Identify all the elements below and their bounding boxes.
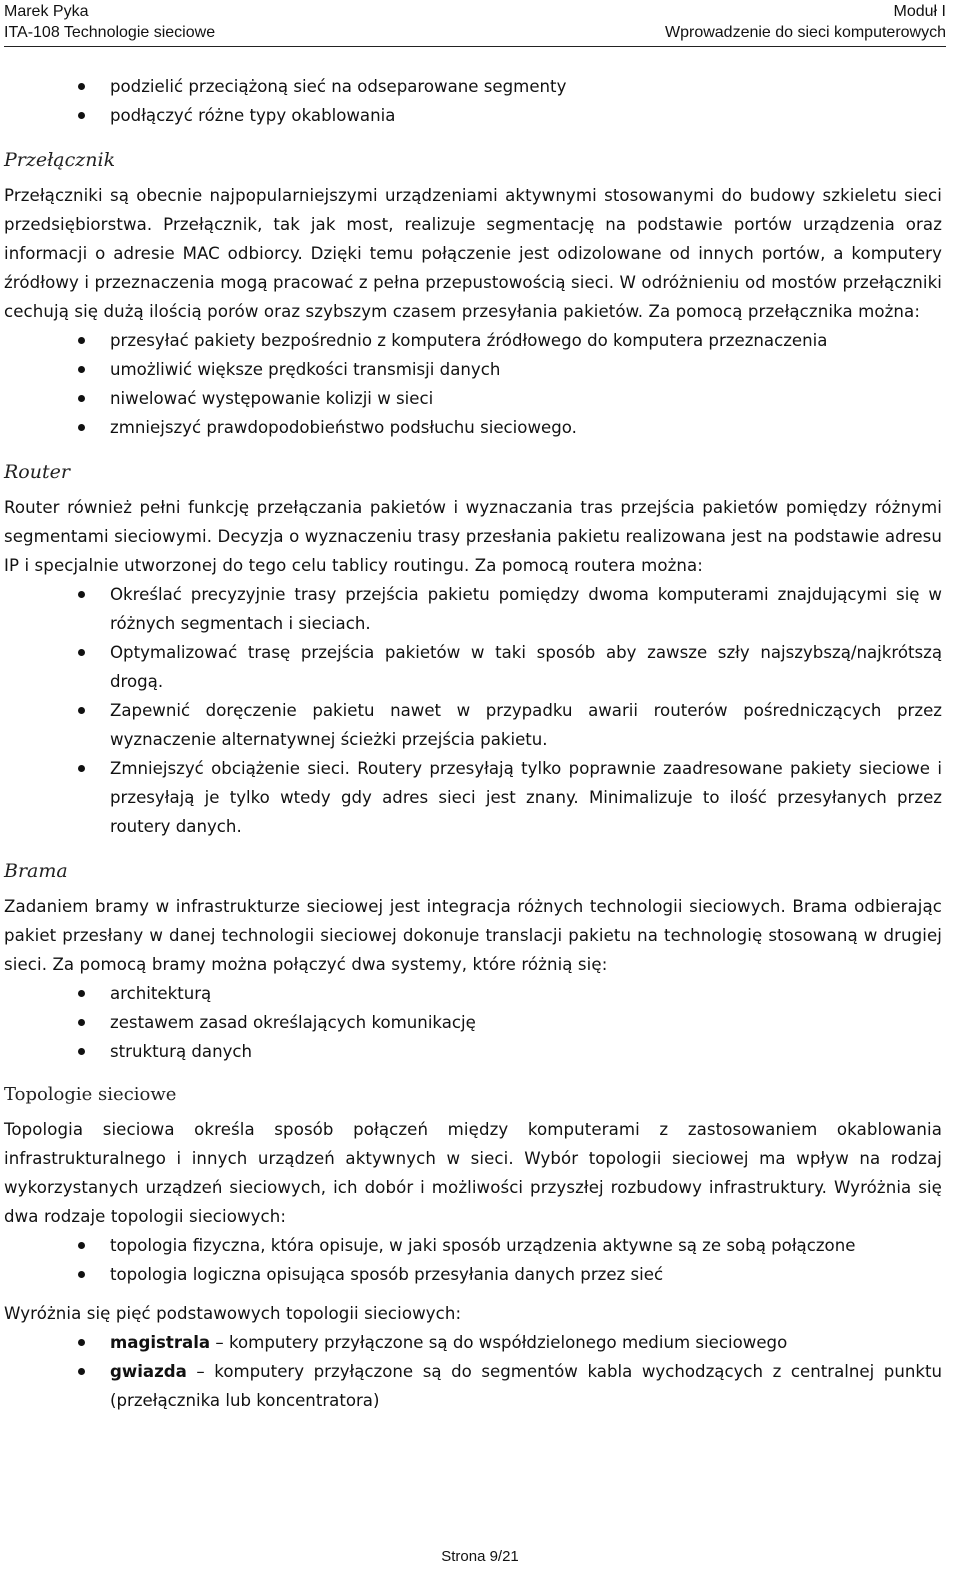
list-item: Zapewnić doręczenie pakietu nawet w przypadku awarii routerów pośredniczących przez wyznaczenie alternatywnej ścieżki przejścia pakietu. <box>110 696 942 754</box>
topology-desc: – komputery przyłączone są do współdzielonego medium sieciowego <box>210 1333 788 1352</box>
module-title: Wprowadzenie do sieci komputerowych <box>664 24 946 41</box>
router-bullet-list <box>4 580 942 841</box>
list-item: topologia logiczna opisująca sposób przesyłania danych przez sieć <box>110 1260 942 1289</box>
topology-types-list <box>4 1328 942 1415</box>
topology-desc: – komputery przyłączone są do segmentów kabla wychodzących z centralnej punktu (przełącznika lub koncentratora) <box>110 1362 942 1410</box>
list-item: Optymalizować trasę przejścia pakietów w taki sposób aby zawsze szły najszybszą/najkrótszą drogą. <box>110 638 942 696</box>
list-item <box>110 1357 942 1415</box>
module-label: Moduł I <box>893 3 946 20</box>
section-heading-gateway: Brama <box>4 860 68 882</box>
list-item: podzielić przeciążoną sieć na odseparowane segmenty <box>110 72 942 101</box>
switch-paragraph: Przełączniki są obecnie najpopularniejszymi urządzeniami aktywnymi stosowanymi do budowy szkieletu sieci przedsiębiorstwa. Przełącznik, tak jak most, realizuje segmentację na podstawie portów urządzenia oraz informacji o adresie MAC odbiorcy. Dzięki temu połączenie jest odizolowane od innych portów, a komputery źródłowy i przeznaczenia mogą pracować z pełna przepustowością sieci. W odróżnieniu od mostów przełączniki cechują się dużą ilością porów oraz szybszym czasem przesyłania pakietów. Za pomocą przełącznika można: <box>4 186 942 321</box>
section-heading-switch: Przełącznik <box>4 149 116 171</box>
list-item: topologia fizyczna, która opisuje, w jaki sposób urządzenia aktywne są ze sobą połączone <box>110 1231 942 1260</box>
gateway-bullet-list <box>4 979 942 1066</box>
list-item: zestawem zasad określających komunikację <box>110 1008 942 1037</box>
list-item: umożliwić większe prędkości transmisji danych <box>110 355 942 384</box>
list-item: architekturą <box>110 979 942 1008</box>
list-item: Określać precyzyjnie trasy przejścia pakietu pomiędzy dwoma komputerami znajdującymi się w różnych segmentach i sieciach. <box>110 580 942 638</box>
list-item: podłączyć różne typy okablowania <box>110 101 942 130</box>
intro-bullet-list <box>4 72 942 130</box>
topology-kinds-list <box>4 1231 942 1289</box>
course-name: ITA-108 Technologie sieciowe <box>4 24 216 41</box>
topology-term: gwiazda <box>110 1362 187 1381</box>
switch-bullet-list <box>4 326 942 442</box>
router-paragraph: Router również pełni funkcję przełączania pakietów i wyznaczania tras przejścia pakietów pomiędzy różnymi segmentami sieciowymi. Decyzja o wyznaczeniu trasy przesłania pakietu realizowana jest na podstawie adresu IP i specjalnie utworzonej do tego celu tablicy routingu. Za pomocą routera można: <box>4 498 942 575</box>
page-number: Strona 9/21 <box>441 1548 519 1565</box>
document-body <box>4 72 942 1415</box>
topologies-paragraph: Topologia sieciowa określa sposób połączeń między komputerami z zastosowaniem okablowania infrastrukturalnego i innych urządzeń aktywnych w sieci. Wybór topologii sieciowej ma wpływ na rodzaj wykorzystanych urządzeń sieciowych, ich dobór i możliwości przyszłej rozbudowy infrastruktury. Wyróżnia się dwa rodzaje topologii sieciowych: <box>4 1120 942 1226</box>
list-item: Zmniejszyć obciążenie sieci. Routery przesyłają tylko poprawnie zaadresowane pakiety sieciowe i przesyłają je tylko wtedy gdy adres sieci jest znany. Minimalizuje to ilość przesyłanych przez routery danych. <box>110 754 942 841</box>
list-item: niwelować występowanie kolizji w sieci <box>110 384 942 413</box>
page-header <box>4 0 946 47</box>
header-left <box>4 1 215 43</box>
list-item: zmniejszyć prawdopodobieństwo podsłuchu sieciowego. <box>110 413 942 442</box>
list-item: przesyłać pakiety bezpośrednio z komputera źródłowego do komputera przeznaczenia <box>110 326 942 355</box>
section-heading-router: Router <box>4 461 70 483</box>
topology-term: magistrala <box>110 1333 211 1352</box>
author-name: Marek Pyka <box>4 3 89 20</box>
list-item <box>110 1328 942 1357</box>
list-item: strukturą danych <box>110 1037 942 1066</box>
topologies-paragraph-2: Wyróżnia się pięć podstawowych topologii sieciowych: <box>4 1304 462 1323</box>
header-right <box>665 1 946 43</box>
gateway-paragraph: Zadaniem bramy w infrastrukturze sieciowej jest integracja różnych technologii sieciowych. Brama odbierając pakiet przesłany w danej technologii sieciowej dokonuje translacji pakietu na technologię stosowaną w drugiej sieci. Za pomocą bramy można połączyć dwa systemy, które różnią się: <box>4 897 942 974</box>
section-heading-topologies: Topologie sieciowe <box>4 1084 177 1105</box>
